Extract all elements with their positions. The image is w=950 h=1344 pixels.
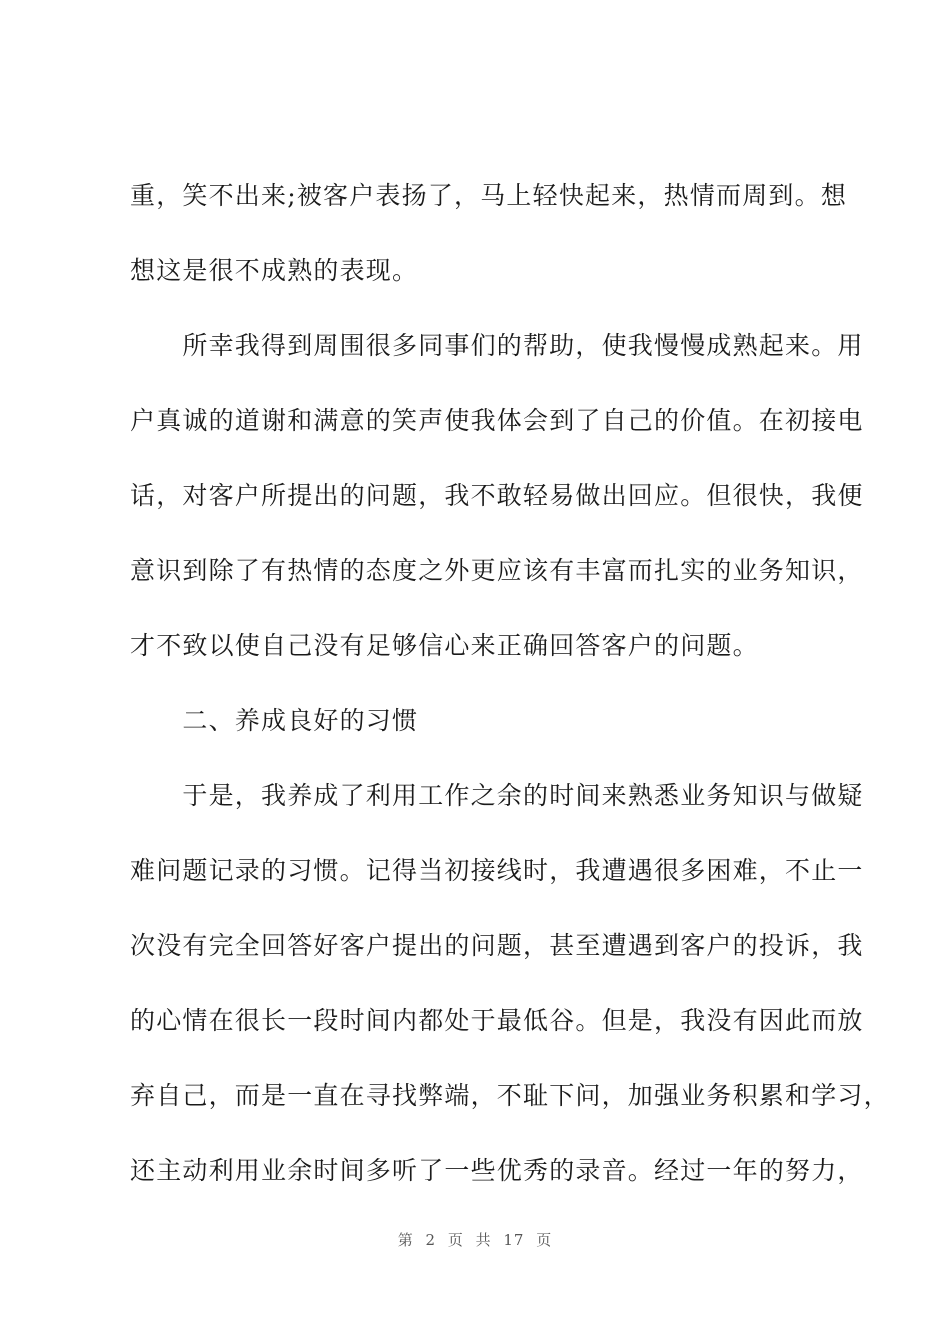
body-text-line: 户真诚的道谢和满意的笑声使我体会到了自己的价值。在初接电: [130, 406, 864, 435]
body-text-line: 于是，我养成了利用工作之余的时间来熟悉业务知识与做疑: [130, 781, 864, 810]
body-text-line: 还主动利用业余时间多听了一些优秀的录音。经过一年的努力，: [130, 1156, 864, 1185]
body-text-line: 意识到除了有热情的态度之外更应该有丰富而扎实的业务知识，: [130, 556, 864, 585]
body-text-line: 重，笑不出来;被客户表扬了，马上轻快起来，热情而周到。想: [130, 181, 848, 210]
body-text-line: 话，对客户所提出的问题，我不敢轻易做出回应。但很快，我便: [130, 481, 864, 510]
body-text-line: 次没有完全回答好客户提出的问题，甚至遭遇到客户的投诉，我: [130, 931, 864, 960]
body-text-line: 弃自己，而是一直在寻找弊端，不耻下问，加强业务积累和学习，: [130, 1081, 890, 1110]
section-heading: 二、养成良好的习惯: [130, 706, 419, 735]
body-text-line: 的心情在很长一段时间内都处于最低谷。但是，我没有因此而放: [130, 1006, 864, 1035]
body-text-line: 难问题记录的习惯。记得当初接线时，我遭遇很多困难，不止一: [130, 856, 864, 885]
body-text-line: 想这是很不成熟的表现。: [130, 256, 419, 285]
page-number-footer: 第 2 页 共 17 页: [397, 1231, 553, 1249]
body-text-line: 才不致以使自己没有足够信心来正确回答客户的问题。: [130, 631, 759, 660]
body-text-line: 所幸我得到周围很多同事们的帮助，使我慢慢成熟起来。用: [130, 331, 864, 360]
